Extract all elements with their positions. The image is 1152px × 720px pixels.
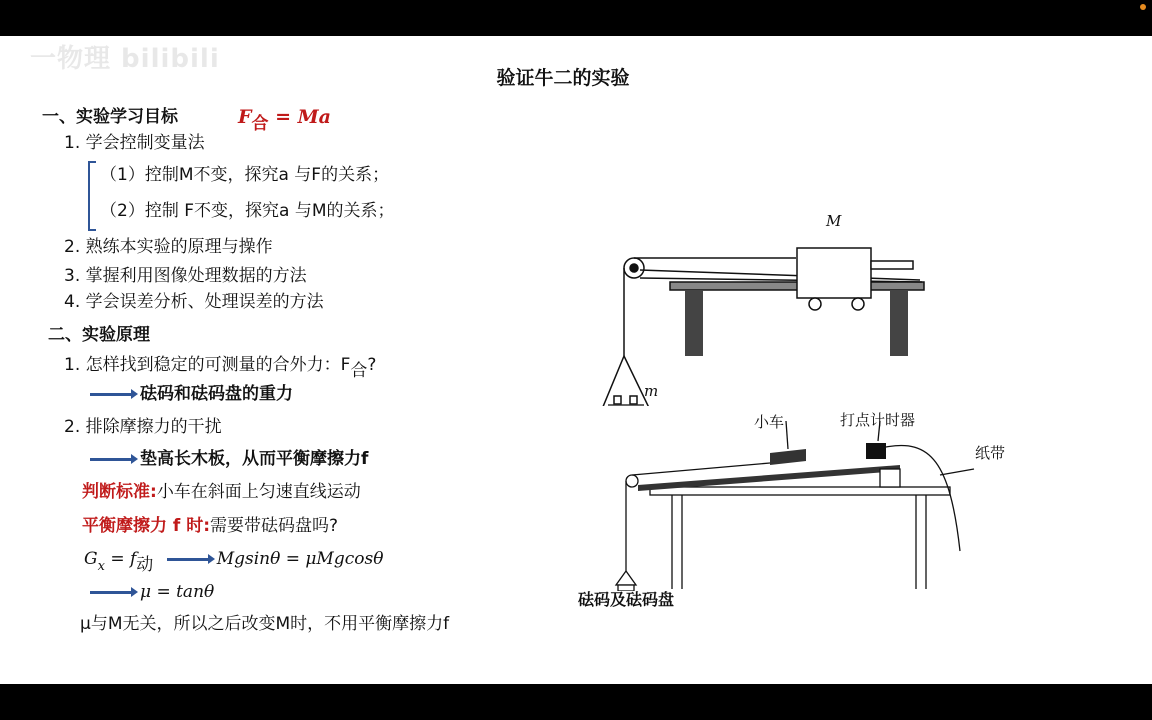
criterion: 判断标准:小车在斜面上匀速直线运动 (82, 482, 361, 502)
section1-heading: 一、实验学习目标 (42, 107, 178, 127)
goal-item-2: 2. 熟练本实验的原理与操作 (64, 237, 273, 257)
wedge-block (880, 469, 900, 487)
wheel-icon (852, 298, 864, 310)
goal-item-3: 3. 掌握利用图像处理数据的方法 (64, 266, 307, 286)
cart-icon (770, 449, 806, 465)
arrow-right-icon (90, 458, 132, 461)
goal-sub-2: （2）控制 F不变，探究a 与M的关系； (100, 201, 395, 221)
equation-1: $G_x = f$动 Mgsinθ = μMgcosθ (84, 549, 384, 575)
wheel-icon (809, 298, 821, 310)
section2-heading: 二、实验原理 (48, 325, 150, 345)
question-1: 1. 怎样找到稳定的可测量的合外力：F合? (64, 355, 377, 381)
top-bar (0, 0, 1152, 36)
pointer-line (786, 421, 788, 449)
watermark: 一物理 bilibili (30, 44, 220, 74)
newton-formula: F合 = Ma (238, 106, 331, 134)
table-leg (685, 290, 703, 356)
balance-question: 平衡摩擦力 f 时:需要带砝码盘吗? (82, 516, 339, 536)
answer-2: 垫高长木板，从而平衡摩擦力f (90, 448, 368, 470)
table-top (650, 487, 950, 495)
arrow-right-icon (167, 558, 209, 561)
timer-icon (866, 443, 886, 459)
cart-icon (797, 248, 871, 298)
label-tape: 纸带 (975, 444, 1006, 462)
figure2-caption: 砝码及砝码盘 (578, 590, 675, 609)
label-cart: 小车 (754, 413, 785, 431)
arrow-right-icon (90, 393, 132, 396)
equation-2: μ = tanθ (90, 581, 214, 603)
table-leg (890, 290, 908, 356)
weight-pan-icon (616, 571, 636, 585)
apparatus-figure-1 (600, 206, 940, 406)
label-M: M (826, 212, 842, 230)
conclusion: μ与M无关，所以之后改变M时，不用平衡摩擦力f (80, 614, 450, 634)
goal-item-1: 1. 学会控制变量法 (64, 133, 205, 153)
apparatus-figure-2 (610, 421, 1030, 591)
label-m: m (644, 382, 659, 400)
record-indicator-icon (1140, 4, 1146, 10)
question-2: 2. 排除摩擦力的干扰 (64, 417, 222, 437)
weight-icon (630, 396, 637, 404)
page-title: 验证牛二的实验 (496, 67, 630, 89)
bottom-bar (0, 684, 1152, 720)
paper-tape (886, 445, 960, 551)
goal-sub-1: （1）控制M不变，探究a 与F的关系； (100, 165, 390, 185)
cart-handle (871, 261, 913, 269)
string (632, 463, 770, 475)
pulley-icon (626, 475, 638, 487)
goal-item-4: 4. 学会误差分析、处理误差的方法 (64, 292, 324, 312)
brace-bracket (88, 161, 96, 231)
pointer-line (940, 469, 974, 475)
pulley-axle (630, 264, 638, 272)
weight-icon (614, 396, 621, 404)
label-timer: 打点计时器 (840, 411, 916, 429)
arrow-right-icon (90, 591, 132, 594)
slide (0, 36, 1152, 684)
answer-1: 砝码和砝码盘的重力 (90, 383, 293, 405)
